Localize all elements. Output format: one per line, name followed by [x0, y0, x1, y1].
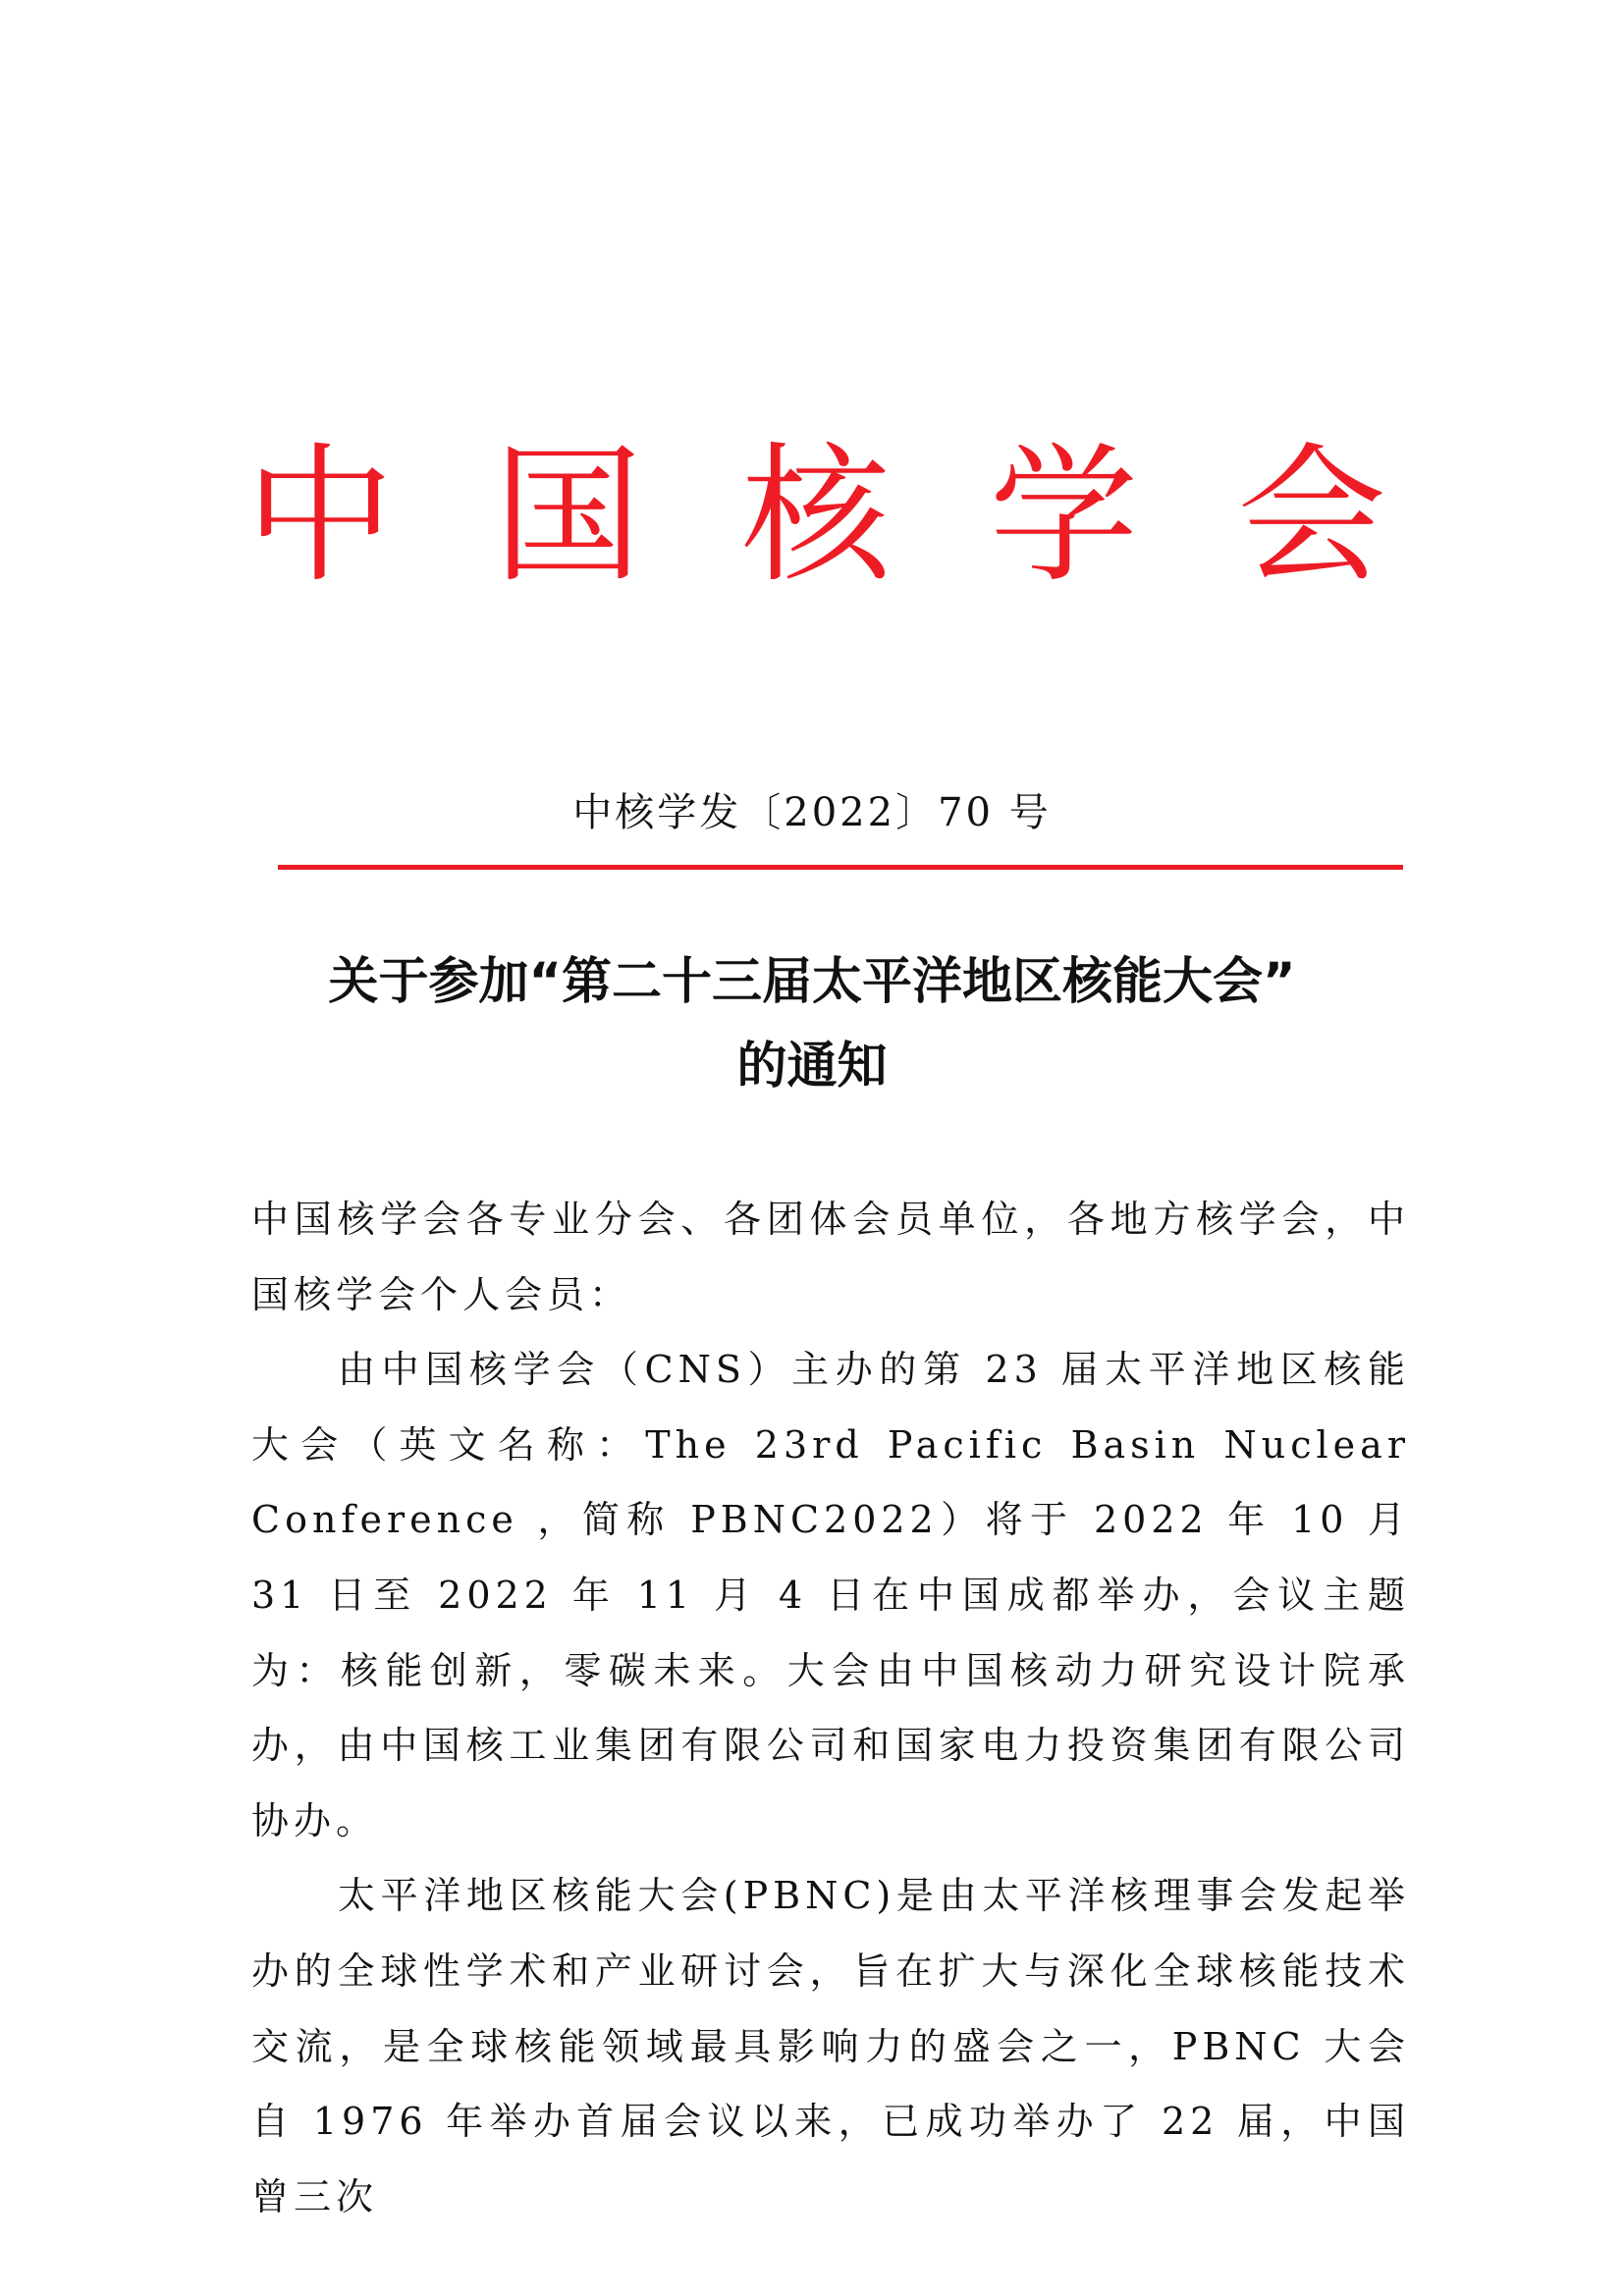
organization-title-char: 国 — [493, 429, 643, 603]
conference-background-paragraph: 太平洋地区核能大会(PBNC)是由太平洋核理事会发起举办的全球性学术和产业研讨会，旨在扩大与深化全球核能技术交流，是全球核能领域最具影响力的盛会之一，PBNC 大会自 1976 年举办首届会议以来，已成功举办了 22 届，中国曾三次 — [251, 1874, 1410, 2218]
salutation: 中国核学会各专业分会、各团体会员单位，各地方核学会，中国核学会个人会员： — [251, 1198, 1410, 1316]
notice-title-line-2: 的通知 — [736, 1038, 888, 1095]
organization-title-char: 学 — [989, 429, 1139, 603]
organization-title-char: 中 — [245, 429, 395, 603]
notice-title-line-1: 关于参加“第二十三届太平洋地区核能大会” — [328, 953, 1296, 1011]
notice-title — [226, 940, 1398, 1109]
organization-title — [245, 429, 1386, 603]
document-number: 中核学发〔2022〕70 号 — [572, 790, 1052, 835]
red-header-divider — [278, 865, 1403, 870]
notice-body — [251, 1182, 1410, 2234]
conference-announcement-paragraph: 由中国核学会（CNS）主办的第 23 届太平洋地区核能大会（英文名称：The 23rd Pacific Basin Nuclear Conference ，简称 PBNC2022）将于 2022 年 10 月 31 日至 2022 年 11 月 4 日在中国成都举办，会议主题为：核能创新，零碳未来。大会由中国核动力研究设计院承办，由中国核工业集团有限公司和国家电力投资集团有限公司协办。 — [251, 1348, 1410, 1842]
organization-title-char: 核 — [741, 429, 891, 603]
organization-title-char: 会 — [1237, 429, 1386, 603]
